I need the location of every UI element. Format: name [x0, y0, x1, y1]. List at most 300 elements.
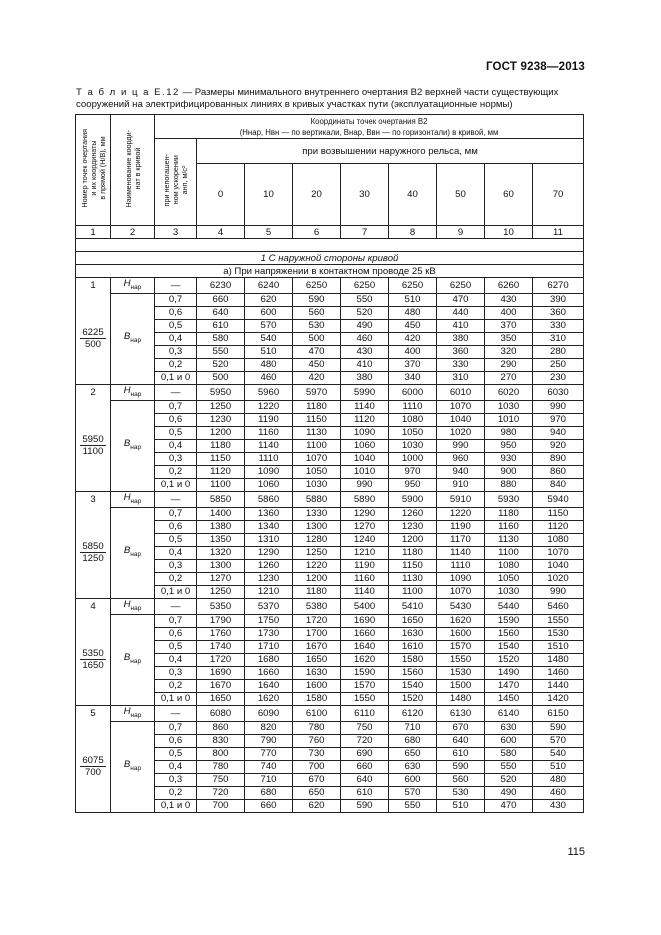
b-value-cell: 1760: [197, 627, 245, 640]
column-number-cell: 4: [197, 226, 245, 239]
h-value-cell: 6100: [293, 705, 341, 721]
b-value-cell: 1080: [389, 413, 437, 426]
b-value-cell: 460: [533, 786, 584, 799]
b-value-cell: 1300: [197, 559, 245, 572]
b-value-cell: 1510: [533, 640, 584, 653]
b-value-cell: 450: [293, 358, 341, 371]
b-value-cell: 1000: [389, 452, 437, 465]
b-value-cell: 1070: [533, 546, 584, 559]
b-value-cell: 760: [293, 734, 341, 747]
b-value-cell: 860: [197, 721, 245, 734]
b-value-cell: 890: [533, 452, 584, 465]
b-value-cell: 250: [533, 358, 584, 371]
h-value-cell: 6020: [485, 384, 533, 400]
b-value-cell: 610: [341, 786, 389, 799]
b-value-cell: 1210: [245, 585, 293, 598]
b-value-cell: 1620: [437, 614, 485, 627]
b-value-cell: 1640: [341, 640, 389, 653]
b-value-cell: 940: [437, 465, 485, 478]
h-value-cell: 5900: [389, 491, 437, 507]
b-value-cell: 540: [533, 747, 584, 760]
b-value-cell: 900: [485, 465, 533, 478]
b-value-cell: 690: [341, 747, 389, 760]
b-value-cell: 830: [197, 734, 245, 747]
acceleration-cell: 0,6: [155, 734, 197, 747]
acceleration-cell: 0,7: [155, 721, 197, 734]
b-value-cell: 1520: [485, 653, 533, 666]
b-value-cell: 420: [389, 332, 437, 345]
b-value-cell: 1260: [389, 507, 437, 520]
b-value-cell: 1560: [389, 666, 437, 679]
b-value-cell: 1190: [437, 520, 485, 533]
b-value-cell: 1140: [341, 585, 389, 598]
b-value-cell: 1340: [245, 520, 293, 533]
b-value-cell: 1650: [389, 614, 437, 627]
table-row: [76, 491, 584, 507]
header-coordinates: [155, 115, 584, 139]
acceleration-cell: 0,1 и 0: [155, 371, 197, 384]
b-value-cell: 1160: [245, 426, 293, 439]
column-number-cell: 9: [437, 226, 485, 239]
h-value-cell: 6260: [485, 278, 533, 294]
straight-coordinates: $\frac{5850}{1250}$: [76, 507, 111, 598]
b-value-cell: 1750: [245, 614, 293, 627]
b-value-cell: 500: [197, 371, 245, 384]
b-value-cell: 1110: [437, 559, 485, 572]
b-value-cell: 1130: [293, 426, 341, 439]
b-value-cell: 1170: [437, 533, 485, 546]
standard-number: ГОСТ 9238—2013: [485, 61, 585, 73]
b-value-cell: 1380: [197, 520, 245, 533]
b-value-cell: 1320: [197, 546, 245, 559]
column-number-cell: 2: [111, 226, 155, 239]
acceleration-cell: 0,6: [155, 306, 197, 319]
b-value-cell: 1290: [245, 546, 293, 559]
coordinate-name-h: $H_{нар}$: [111, 598, 155, 614]
b-value-cell: 1700: [293, 627, 341, 640]
b-value-cell: 1280: [293, 533, 341, 546]
b-value-cell: 990: [533, 585, 584, 598]
b-value-cell: 1570: [437, 640, 485, 653]
page-number: 115: [567, 846, 585, 858]
b-value-cell: 530: [437, 786, 485, 799]
table-caption-prefix: Т а б л и ц а Е.12: [76, 87, 180, 98]
b-value-cell: 640: [197, 306, 245, 319]
b-value-cell: 1550: [341, 692, 389, 705]
b-value-cell: 590: [341, 799, 389, 812]
b-value-cell: 1070: [293, 452, 341, 465]
table-row: [76, 400, 584, 413]
column-number-cell: 7: [341, 226, 389, 239]
b-value-cell: 750: [341, 721, 389, 734]
b-value-cell: 1240: [341, 533, 389, 546]
b-value-cell: 1620: [341, 653, 389, 666]
acceleration-dash: —: [155, 705, 197, 721]
b-value-cell: 1030: [485, 585, 533, 598]
b-value-cell: 630: [389, 760, 437, 773]
b-value-cell: 1020: [533, 572, 584, 585]
b-value-cell: 610: [197, 319, 245, 332]
b-value-cell: 590: [533, 721, 584, 734]
b-value-cell: 570: [245, 319, 293, 332]
subsection-title: а) При напряжении в контактном проводе 25 кВ: [76, 265, 584, 278]
b-value-cell: 660: [245, 799, 293, 812]
b-value-cell: 990: [341, 478, 389, 491]
b-value-cell: 1690: [341, 614, 389, 627]
b-value-cell: 710: [245, 773, 293, 786]
b-value-cell: 970: [389, 465, 437, 478]
acceleration-cell: 0,7: [155, 293, 197, 306]
b-value-cell: 740: [245, 760, 293, 773]
b-value-cell: 340: [389, 371, 437, 384]
b-value-cell: 1540: [389, 679, 437, 692]
h-value-cell: 5370: [245, 598, 293, 614]
b-value-cell: 1100: [293, 439, 341, 452]
straight-coordinates: $\frac{5950}{1100}$: [76, 400, 111, 491]
b-value-cell: 1230: [197, 413, 245, 426]
straight-coordinates: $\frac{5350}{1650}$: [76, 614, 111, 705]
b-value-cell: 1290: [341, 507, 389, 520]
b-value-cell: 770: [245, 747, 293, 760]
b-value-cell: 270: [485, 371, 533, 384]
acceleration-cell: 0,7: [155, 507, 197, 520]
acceleration-cell: 0,2: [155, 679, 197, 692]
elevation-header-cell: 20: [293, 164, 341, 226]
b-value-cell: 410: [437, 319, 485, 332]
b-value-cell: 330: [437, 358, 485, 371]
acceleration-cell: 0,3: [155, 452, 197, 465]
acceleration-cell: 0,1 и 0: [155, 585, 197, 598]
b-value-cell: 1250: [293, 546, 341, 559]
b-value-cell: 1110: [389, 400, 437, 413]
b-value-cell: 330: [533, 319, 584, 332]
b-value-cell: 1180: [293, 400, 341, 413]
b-value-cell: 580: [485, 747, 533, 760]
acceleration-dash: —: [155, 384, 197, 400]
b-value-cell: 1200: [197, 426, 245, 439]
b-value-cell: 700: [293, 760, 341, 773]
b-value-cell: 640: [437, 734, 485, 747]
b-value-cell: 490: [485, 786, 533, 799]
b-value-cell: 1190: [341, 559, 389, 572]
h-value-cell: 6140: [485, 705, 533, 721]
h-value-cell: 6090: [245, 705, 293, 721]
point-number: 3: [76, 491, 111, 507]
b-value-cell: 1350: [197, 533, 245, 546]
h-value-cell: 6120: [389, 705, 437, 721]
b-value-cell: 570: [533, 734, 584, 747]
b-value-cell: 1500: [437, 679, 485, 692]
b-value-cell: 1740: [197, 640, 245, 653]
b-value-cell: 1110: [245, 452, 293, 465]
section-title: 1 С наружной стороны кривой: [76, 252, 584, 265]
column-number-cell: 6: [293, 226, 341, 239]
b-value-cell: 420: [293, 371, 341, 384]
b-value-cell: 370: [389, 358, 437, 371]
h-value-cell: 6080: [197, 705, 245, 721]
point-number: 5: [76, 705, 111, 721]
acceleration-dash: —: [155, 278, 197, 294]
acceleration-cell: 0,2: [155, 572, 197, 585]
acceleration-cell: 0,4: [155, 546, 197, 559]
column-number-cell: 3: [155, 226, 197, 239]
acceleration-cell: 0,1 и 0: [155, 478, 197, 491]
b-value-cell: 1250: [197, 585, 245, 598]
table-caption-text: — Размеры минимального внутреннего очертания В2 верхней части существующих сооружений на электрифицированных линиях в кривых участках пути (эксплуатационные нормы): [76, 87, 559, 110]
b-value-cell: 1630: [389, 627, 437, 640]
b-value-cell: 920: [533, 439, 584, 452]
b-value-cell: 1720: [197, 653, 245, 666]
elevation-header-cell: 50: [437, 164, 485, 226]
coordinate-name-h: $H_{нар}$: [111, 491, 155, 507]
point-number: 1: [76, 278, 111, 294]
b-value-cell: 520: [341, 306, 389, 319]
h-value-cell: 6000: [389, 384, 437, 400]
coordinate-name-h: $H_{нар}$: [111, 384, 155, 400]
acceleration-cell: 0,1 и 0: [155, 692, 197, 705]
acceleration-cell: 0,3: [155, 559, 197, 572]
acceleration-dash: —: [155, 491, 197, 507]
b-value-cell: 1100: [197, 478, 245, 491]
b-value-cell: 1160: [485, 520, 533, 533]
b-value-cell: 380: [341, 371, 389, 384]
column-number-cell: 10: [485, 226, 533, 239]
b-value-cell: 1680: [245, 653, 293, 666]
h-value-cell: 5460: [533, 598, 584, 614]
b-value-cell: 1230: [245, 572, 293, 585]
h-value-cell: 5850: [197, 491, 245, 507]
b-value-cell: 990: [437, 439, 485, 452]
table-row: [76, 293, 584, 306]
coordinate-name-b: $B_{нар}$: [111, 614, 155, 705]
b-value-cell: 600: [485, 734, 533, 747]
b-value-cell: 470: [293, 345, 341, 358]
b-value-cell: 1720: [293, 614, 341, 627]
b-value-cell: 1590: [485, 614, 533, 627]
b-value-cell: 670: [437, 721, 485, 734]
b-value-cell: 1070: [437, 585, 485, 598]
acceleration-cell: 0,2: [155, 786, 197, 799]
h-value-cell: 5860: [245, 491, 293, 507]
b-value-cell: 1120: [197, 465, 245, 478]
b-value-cell: 1450: [485, 692, 533, 705]
b-value-cell: 1660: [341, 627, 389, 640]
b-value-cell: 1030: [293, 478, 341, 491]
h-value-cell: 5960: [245, 384, 293, 400]
b-value-cell: 1160: [341, 572, 389, 585]
b-value-cell: 1710: [245, 640, 293, 653]
b-value-cell: 1690: [197, 666, 245, 679]
b-value-cell: 1180: [389, 546, 437, 559]
b-value-cell: 1010: [485, 413, 533, 426]
b-value-cell: 430: [533, 799, 584, 812]
b-value-cell: 700: [197, 799, 245, 812]
b-value-cell: 1150: [533, 507, 584, 520]
column-number-cell: 11: [533, 226, 584, 239]
acceleration-cell: 0,2: [155, 465, 197, 478]
acceleration-cell: 0,4: [155, 332, 197, 345]
table-row: [76, 278, 584, 294]
b-value-cell: 550: [197, 345, 245, 358]
b-value-cell: 1520: [389, 692, 437, 705]
coordinate-name-b: $B_{нар}$: [111, 400, 155, 491]
table-caption: [76, 87, 586, 110]
b-value-cell: 310: [533, 332, 584, 345]
b-value-cell: 1140: [437, 546, 485, 559]
coordinate-name-h: $H_{нар}$: [111, 278, 155, 294]
b-value-cell: 510: [245, 345, 293, 358]
b-value-cell: 1130: [389, 572, 437, 585]
acceleration-cell: 0,5: [155, 640, 197, 653]
b-value-cell: 1660: [245, 666, 293, 679]
b-value-cell: 590: [437, 760, 485, 773]
b-value-cell: 620: [245, 293, 293, 306]
h-value-cell: 5890: [341, 491, 389, 507]
b-value-cell: 470: [485, 799, 533, 812]
header-elevation: при возвышении наружного рельса, мм: [197, 139, 584, 164]
b-value-cell: 610: [437, 747, 485, 760]
b-value-cell: 980: [485, 426, 533, 439]
b-value-cell: 550: [389, 799, 437, 812]
b-value-cell: 1630: [293, 666, 341, 679]
b-value-cell: 510: [437, 799, 485, 812]
acceleration-cell: 0,5: [155, 533, 197, 546]
b-value-cell: 970: [533, 413, 584, 426]
straight-coordinates: $\frac{6075}{700}$: [76, 721, 111, 812]
b-value-cell: 460: [341, 332, 389, 345]
b-value-cell: 1250: [197, 400, 245, 413]
h-value-cell: 6250: [341, 278, 389, 294]
acceleration-cell: 0,4: [155, 653, 197, 666]
h-value-cell: 6250: [293, 278, 341, 294]
b-value-cell: 1040: [437, 413, 485, 426]
b-value-cell: 1120: [533, 520, 584, 533]
b-value-cell: 1150: [197, 452, 245, 465]
b-value-cell: 720: [341, 734, 389, 747]
b-value-cell: 940: [533, 426, 584, 439]
b-value-cell: 1230: [389, 520, 437, 533]
b-value-cell: 480: [389, 306, 437, 319]
b-value-cell: 1600: [437, 627, 485, 640]
b-value-cell: 1620: [245, 692, 293, 705]
b-value-cell: 1150: [293, 413, 341, 426]
column-number-cell: 5: [245, 226, 293, 239]
b-value-cell: 950: [389, 478, 437, 491]
header-coordinates-line2: (Hнар, Hвн — по вертикали, Bнар, Bвн — по горизонтали) в кривой, мм: [239, 127, 499, 137]
b-value-cell: 1310: [245, 533, 293, 546]
straight-coordinates: $\frac{6225}{500}$: [76, 293, 111, 384]
b-value-cell: 550: [341, 293, 389, 306]
h-value-cell: 6110: [341, 705, 389, 721]
b-value-cell: 1590: [341, 666, 389, 679]
table-row: [76, 721, 584, 734]
h-value-cell: 5950: [197, 384, 245, 400]
b-value-cell: 1420: [533, 692, 584, 705]
elevation-header-cell: 30: [341, 164, 389, 226]
elevation-header-cell: 40: [389, 164, 437, 226]
b-value-cell: 630: [485, 721, 533, 734]
b-value-cell: 1140: [341, 400, 389, 413]
elevation-header-cell: 70: [533, 164, 584, 226]
b-value-cell: 1650: [197, 692, 245, 705]
b-value-cell: 650: [293, 786, 341, 799]
h-value-cell: 6010: [437, 384, 485, 400]
b-value-cell: 1050: [389, 426, 437, 439]
b-value-cell: 400: [485, 306, 533, 319]
header-acceleration: при непогашен- ном ускорении анп, м/с²: [155, 139, 197, 226]
b-value-cell: 600: [245, 306, 293, 319]
b-value-cell: 1090: [437, 572, 485, 585]
b-value-cell: 1400: [197, 507, 245, 520]
table-row: [76, 384, 584, 400]
b-value-cell: 560: [437, 773, 485, 786]
b-value-cell: 1200: [389, 533, 437, 546]
b-value-cell: 520: [485, 773, 533, 786]
b-value-cell: 580: [197, 332, 245, 345]
h-value-cell: 6150: [533, 705, 584, 721]
b-value-cell: 1220: [245, 400, 293, 413]
b-value-cell: 1270: [197, 572, 245, 585]
h-value-cell: 6250: [437, 278, 485, 294]
b-value-cell: 1090: [341, 426, 389, 439]
b-value-cell: 1550: [533, 614, 584, 627]
b-value-cell: 1130: [485, 533, 533, 546]
b-value-cell: 1030: [389, 439, 437, 452]
b-value-cell: 780: [197, 760, 245, 773]
b-value-cell: 1060: [245, 478, 293, 491]
b-value-cell: 290: [485, 358, 533, 371]
b-value-cell: 1480: [533, 653, 584, 666]
b-value-cell: 1610: [389, 640, 437, 653]
b-value-cell: 1180: [485, 507, 533, 520]
h-value-cell: 5970: [293, 384, 341, 400]
b-value-cell: 590: [293, 293, 341, 306]
b-value-cell: 790: [245, 734, 293, 747]
b-value-cell: 1580: [389, 653, 437, 666]
h-value-cell: 5430: [437, 598, 485, 614]
b-value-cell: 800: [197, 747, 245, 760]
table-row: [76, 705, 584, 721]
clearance-table: [75, 114, 584, 813]
h-value-cell: 6130: [437, 705, 485, 721]
b-value-cell: 660: [197, 293, 245, 306]
b-value-cell: 1020: [437, 426, 485, 439]
b-value-cell: 1080: [485, 559, 533, 572]
coordinate-name-h: $H_{нар}$: [111, 705, 155, 721]
b-value-cell: 1070: [437, 400, 485, 413]
b-value-cell: 1190: [245, 413, 293, 426]
b-value-cell: 1650: [293, 653, 341, 666]
point-number: 2: [76, 384, 111, 400]
h-value-cell: 6250: [389, 278, 437, 294]
elevation-header-cell: 60: [485, 164, 533, 226]
b-value-cell: 880: [485, 478, 533, 491]
b-value-cell: 400: [389, 345, 437, 358]
b-value-cell: 1150: [389, 559, 437, 572]
b-value-cell: 1040: [341, 452, 389, 465]
b-value-cell: 1180: [293, 585, 341, 598]
b-value-cell: 350: [485, 332, 533, 345]
table-row: [76, 614, 584, 627]
b-value-cell: 1180: [197, 439, 245, 452]
b-value-cell: 1540: [485, 640, 533, 653]
b-value-cell: 730: [293, 747, 341, 760]
b-value-cell: 390: [533, 293, 584, 306]
b-value-cell: 620: [293, 799, 341, 812]
header-coordinates-line1: Координаты точек очертания В2: [310, 116, 428, 126]
b-value-cell: 1790: [197, 614, 245, 627]
b-value-cell: 320: [485, 345, 533, 358]
